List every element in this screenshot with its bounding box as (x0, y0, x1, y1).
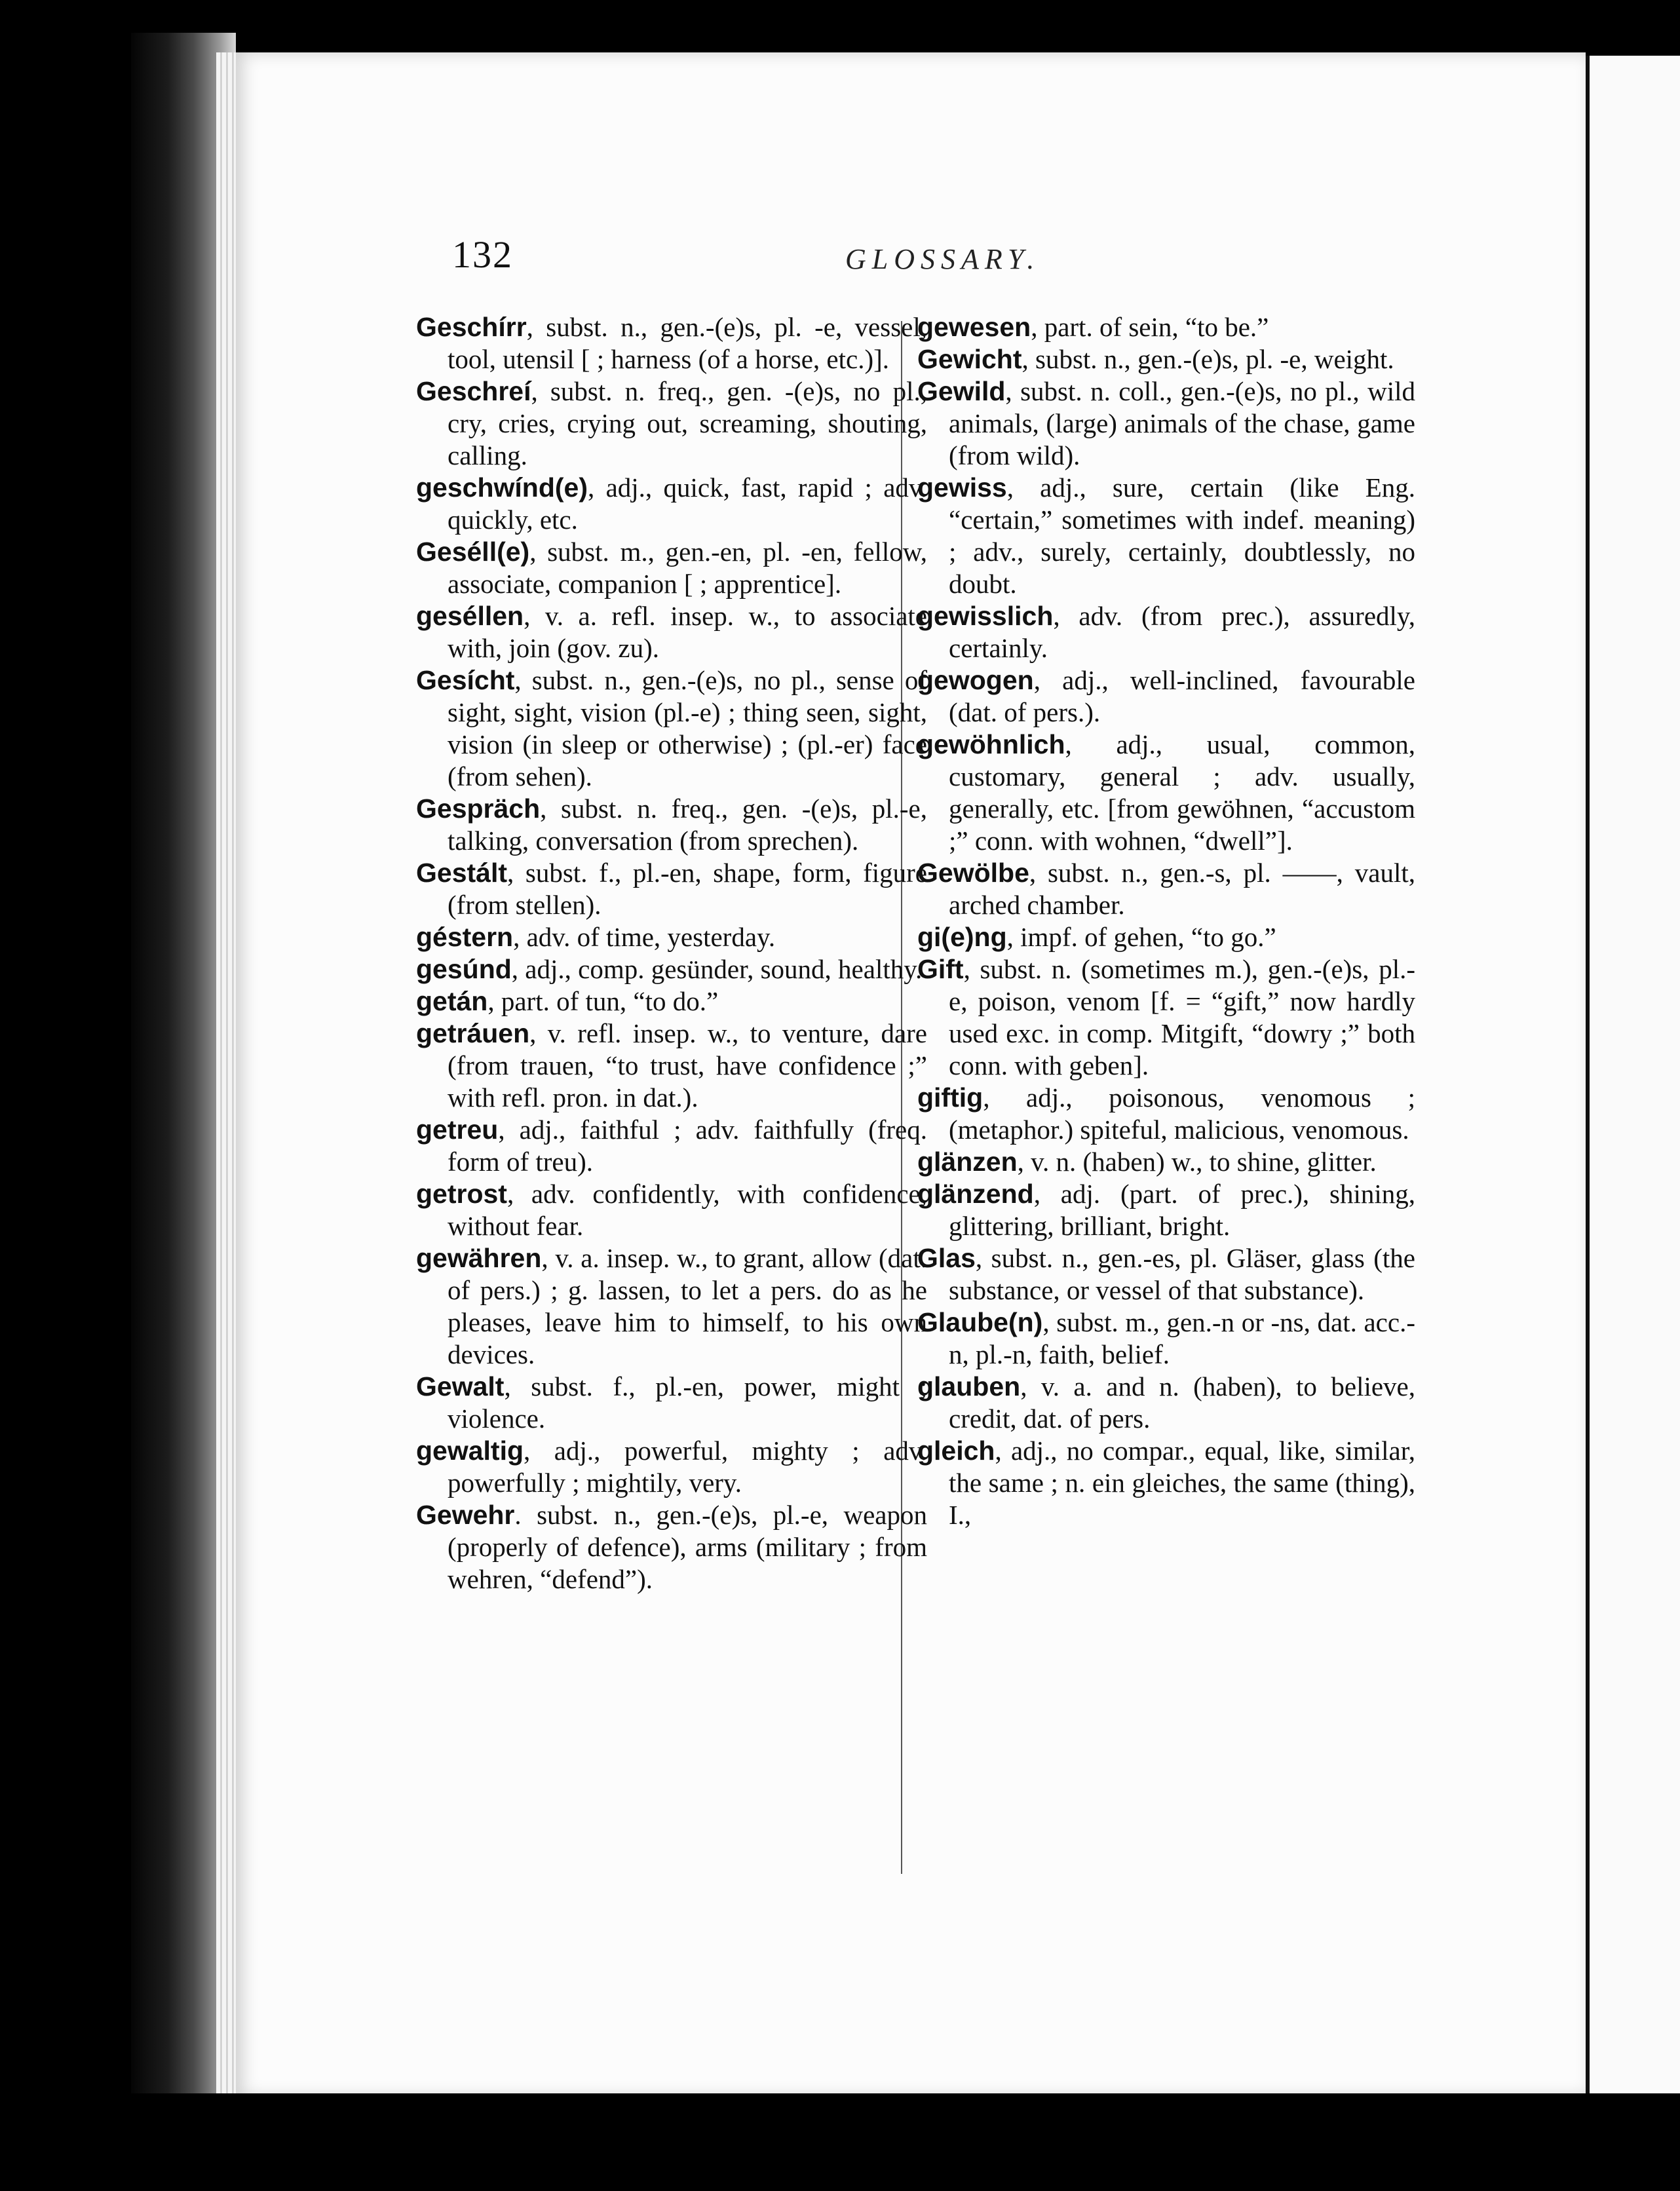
entry-definition: , adv. of time, yesterday. (513, 922, 776, 952)
entry-definition: , adj., comp. gesünder, sound, healthy. (511, 954, 923, 984)
entry-headword: gewisslich (917, 601, 1054, 631)
glossary-entry (917, 921, 1415, 953)
running-head: GLOSSARY. (845, 243, 1040, 275)
glossary-entry (416, 536, 927, 600)
entry-headword: Gewölbe (917, 858, 1029, 888)
entry-headword: gewähren (416, 1243, 542, 1273)
glossary-entry (917, 472, 1415, 600)
entry-headword: gleich (917, 1436, 995, 1466)
glossary-entry (416, 985, 927, 1018)
entry-headword: getreu (416, 1115, 499, 1145)
glossary-entry (416, 1435, 927, 1499)
glossary-entry (416, 1242, 927, 1371)
entry-headword: Geschírr (416, 312, 527, 342)
entry-definition: , adv. (from prec.), assuredly, certainly. (949, 601, 1415, 663)
glossary-column-right (917, 311, 1415, 1531)
glossary-entry (917, 600, 1415, 664)
glossary-entry (917, 1242, 1415, 1306)
entry-definition: , adj., sure, certain (like Eng. “certain,” sometimes with indef. meaning) ; adv., surely, certainly, doubtlessly, no doubt. (949, 472, 1415, 599)
entry-headword: Geséll(e) (416, 537, 530, 567)
glossary-entry (416, 1499, 927, 1595)
entry-headword: Gespräch (416, 793, 541, 824)
entry-definition: , v. a. refl. insep. w., to associate with, join (gov. zu). (448, 601, 927, 663)
glossary-column-left (416, 311, 927, 1595)
glossary-entry (416, 472, 927, 536)
entry-definition: , subst. n., gen.-s, pl. ——, vault, arched chamber. (949, 858, 1415, 920)
glossary-entry (416, 600, 927, 664)
page-number: 132 (452, 233, 513, 276)
entry-headword: Gewalt (416, 1371, 505, 1401)
entry-definition: , adj., quick, fast, rapid ; adv. quickly, etc. (448, 472, 927, 535)
entry-definition: , adj., usual, common, customary, general ; adv. usually, generally, etc. [from gewöhnen, “accustom ;” conn. with wohnen, “dwell”]. (949, 729, 1415, 856)
glossary-entry (917, 857, 1415, 921)
entry-headword: geschwínd(e) (416, 472, 588, 503)
entry-headword: giftig (917, 1082, 983, 1113)
glossary-entry (416, 857, 927, 921)
entry-headword: geséllen (416, 601, 524, 631)
glossary-entry (917, 1146, 1415, 1178)
glossary-entry (917, 1435, 1415, 1531)
entry-definition: , subst. n., gen.-(e)s, pl. -e, vessel, tool, utensil [ ; harness (of a horse, etc.)]. (448, 312, 927, 374)
entry-headword: glänzend (917, 1179, 1034, 1209)
entry-definition: , v. a. and n. (haben), to believe, credit, dat. of pers. (949, 1371, 1415, 1434)
entry-headword: getráuen (416, 1018, 530, 1048)
entry-headword: glänzen (917, 1147, 1018, 1177)
glossary-entry (416, 1114, 927, 1178)
glossary-entry (416, 953, 927, 985)
entry-headword: Gewehr (416, 1500, 515, 1530)
glossary-entry (416, 375, 927, 472)
entry-definition: , adj., powerful, mighty ; adv. powerfully ; mightily, very. (448, 1436, 927, 1498)
entry-definition: , adj., no compar., equal, like, similar, the same ; n. ein gleiches, the same (thing), I., (949, 1436, 1415, 1530)
entry-definition: , adj., well-inclined, favourable (dat. of pers.). (949, 665, 1415, 727)
glossary-entry (917, 1178, 1415, 1242)
entry-definition: , adv. confidently, with confidence, without fear. (448, 1179, 927, 1241)
entry-headword: géstern (416, 922, 514, 952)
entry-definition: , subst. n., gen.-es, pl. Gläser, glass (the substance, or vessel of that substance). (949, 1243, 1415, 1305)
entry-definition: , subst. n. freq., gen. -(e)s, no pl., cry, cries, crying out, screaming, shouting, calling. (448, 376, 927, 470)
entry-headword: Glas (917, 1243, 976, 1273)
entry-headword: Gift (917, 954, 964, 984)
entry-headword: getrost (416, 1179, 507, 1209)
entry-headword: Geschreí (416, 376, 531, 406)
entry-definition: , subst. n. (sometimes m.), gen.-(e)s, pl.-e, poison, venom [f. = “gift,” now hardly used exc. in comp. Mitgift, “dowry ;” both conn. with geben]. (949, 954, 1415, 1080)
entry-definition: , adj. (part. of prec.), shining, glittering, brilliant, bright. (949, 1179, 1415, 1241)
entry-headword: getán (416, 986, 488, 1016)
entry-definition: , v. n. (haben) w., to shine, glitter. (1017, 1147, 1377, 1177)
glossary-entry (416, 921, 927, 953)
glossary-entry (917, 1082, 1415, 1146)
glossary-entry (917, 953, 1415, 1082)
entry-definition: , v. refl. insep. w., to venture, dare (from trauen, “to trust, have confidence ;” with refl. pron. in dat.). (448, 1018, 927, 1113)
scan-bottom-border (131, 2093, 1680, 2191)
glossary-entry (416, 1018, 927, 1114)
glossary-entry (416, 1371, 927, 1435)
entry-definition: , part. of tun, “to do.” (487, 986, 719, 1016)
entry-definition: , adj., poisonous, venomous ; (metaphor.) spiteful, malicious, venomous. (949, 1082, 1415, 1145)
entry-headword: Gestált (416, 858, 507, 888)
entry-headword: gewesen (917, 312, 1031, 342)
entry-definition: . subst. n., gen.-(e)s, pl.-e, weapon (properly of defence), arms (military ; from wehren, “defend”). (448, 1500, 927, 1594)
entry-headword: gewogen (917, 665, 1034, 695)
glossary-entry (917, 664, 1415, 729)
glossary-entry (416, 664, 927, 793)
entry-definition: , subst. f., pl.-en, power, might ; violence. (448, 1371, 927, 1434)
entry-headword: gesúnd (416, 954, 512, 984)
glossary-entry (917, 343, 1415, 375)
entry-definition: , subst. n., gen.-(e)s, no pl., sense of sight, sight, vision (pl.-e) ; thing seen, sight, vision (in sleep or otherwise) ; (pl.-er) face (from sehen). (448, 665, 927, 791)
entry-definition: , subst. n., gen.-(e)s, pl. -e, weight. (1021, 344, 1394, 374)
entry-definition: , part. of sein, “to be.” (1031, 312, 1269, 342)
entry-headword: gi(e)ng (917, 922, 1007, 952)
entry-definition: , subst. m., gen.-n or -ns, dat. acc.-n, pl.-n, faith, belief. (949, 1307, 1415, 1369)
entry-headword: Gewild (917, 376, 1006, 406)
entry-headword: glauben (917, 1371, 1021, 1401)
entry-definition: , v. a. insep. w., to grant, allow (dat. of pers.) ; g. lassen, to let a pers. do as he pleases, leave him to himself, to his own devices. (448, 1243, 927, 1369)
facing-page-edge (1586, 56, 1680, 2093)
glossary-entry (416, 793, 927, 857)
entry-definition: , subst. n. freq., gen. -(e)s, pl.-e, talking, conversation (from sprechen). (448, 793, 927, 856)
entry-headword: Gesícht (416, 665, 515, 695)
entry-definition: , subst. f., pl.-en, shape, form, figure (from stellen). (448, 858, 927, 920)
entry-headword: gewöhnlich (917, 729, 1065, 759)
entry-headword: Glaube(n) (917, 1307, 1043, 1337)
entry-headword: gewiss (917, 472, 1007, 503)
entry-definition: , subst. n. coll., gen.-(e)s, no pl., wild animals, (large) animals of the chase, game (from wild). (949, 376, 1415, 470)
entry-definition: , impf. of gehen, “to go.” (1006, 922, 1276, 952)
entry-headword: Gewicht (917, 344, 1022, 374)
glossary-entry (917, 375, 1415, 472)
glossary-entry (917, 729, 1415, 857)
glossary-entry (416, 311, 927, 375)
glossary-entry (416, 1178, 927, 1242)
glossary-entry (917, 1306, 1415, 1371)
glossary-entry (917, 1371, 1415, 1435)
entry-definition: , subst. m., gen.-en, pl. -en, fellow, associate, companion [ ; apprentice]. (448, 537, 927, 599)
entry-definition: , adj., faithful ; adv. faithfully (freq. form of treu). (448, 1115, 927, 1177)
glossary-entry (917, 311, 1415, 343)
entry-headword: gewaltig (416, 1436, 524, 1466)
